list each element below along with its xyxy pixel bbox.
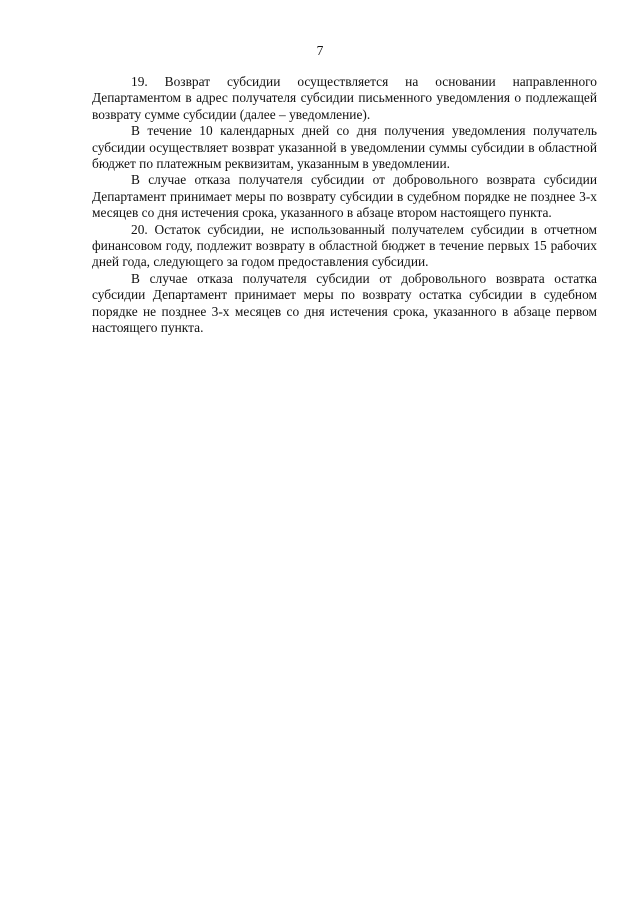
paragraph-20: 20. Остаток субсидии, не использованный получателем субсидии в отчетном финансовом году, подлежит возврату в областной бюджет в течение первых 15 рабочих дней года, следующего за годом предоставления субсидии. [92, 221, 597, 270]
document-body [92, 74, 597, 337]
page-number: 7 [316, 43, 324, 58]
paragraph-20-refusal: В случае отказа получателя субсидии от добровольного возврата остатка субсидии Департамент принимает меры по возврату остатка субсидии в судебном порядке не позднее 3-х месяцев со дня истечения срока, указанного в абзаце первом настоящего пункта. [92, 270, 597, 336]
paragraph-19-refusal: В случае отказа получателя субсидии от добровольного возврата субсидии Департамент принимает меры по возврату субсидии в судебном порядке не позднее 3-х месяцев со дня истечения срока, указанного в абзаце втором настоящего пункта. [92, 172, 597, 221]
paragraph-19-deadline: В течение 10 календарных дней со дня получения уведомления получатель субсидии осуществляет возврат указанной в уведомлении суммы субсидии в областной бюджет по платежным реквизитам, указанным в уведомлении. [92, 123, 597, 172]
paragraph-19: 19. Возврат субсидии осуществляется на основании направленного Департаментом в адрес получателя субсидии письменного уведомления о подлежащей возврату сумме субсидии (далее – уведомление). [92, 74, 597, 122]
